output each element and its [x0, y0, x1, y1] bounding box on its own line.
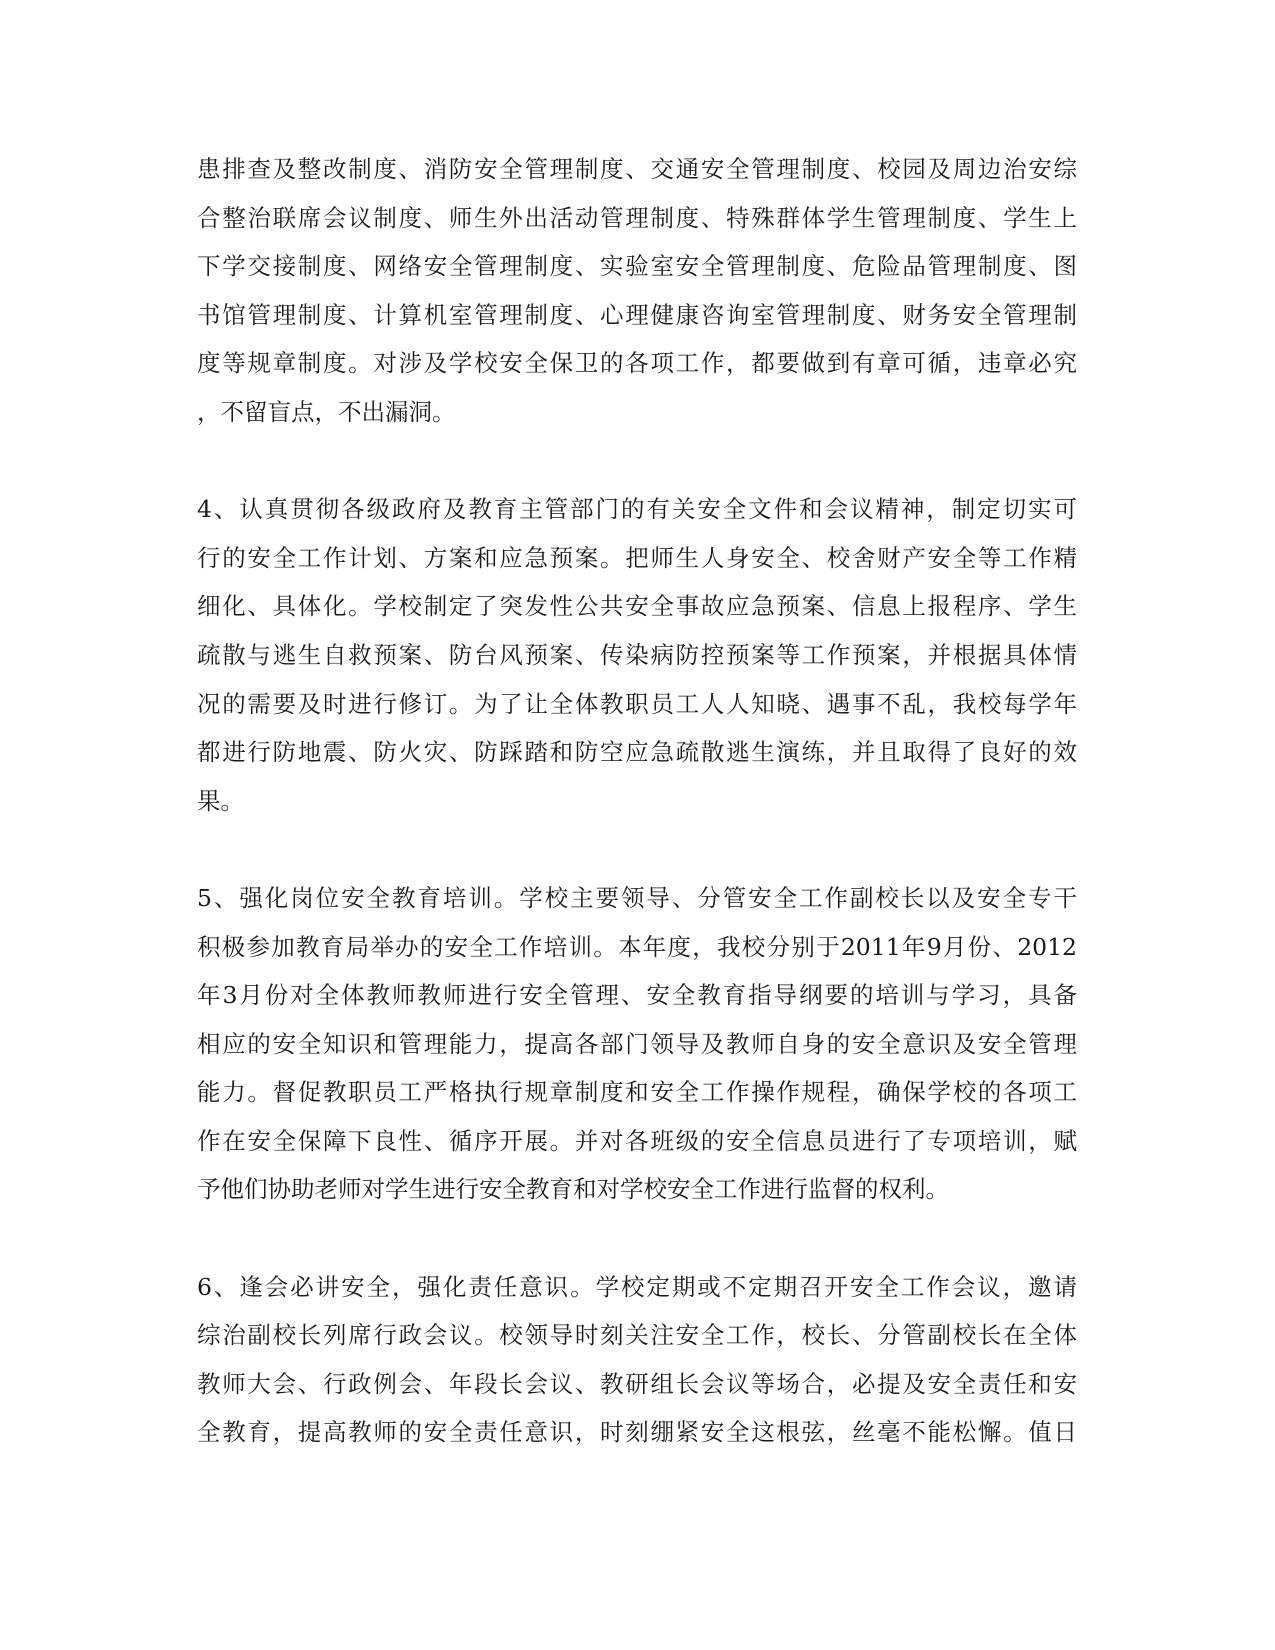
text-line: 行的安全工作计划、方案和应急预案。把师生人身安全、校舍财产安全等工作精	[197, 543, 1077, 572]
text-line: 书馆管理制度、计算机室管理制度、心理健康咨询室管理制度、财务安全管理制	[197, 300, 1077, 329]
text-line: 况的需要及时进行修订。为了让全体教职员工人人知晓、遇事不乱，我校每学年	[197, 689, 1077, 718]
text-line: 都进行防地震、防火灾、防踩踏和防空应急疏散逃生演练，并且取得了良好的效	[197, 738, 1077, 767]
document-body	[197, 145, 1077, 1457]
text-line: 细化、具体化。学校制定了突发性公共安全事故应急预案、信息上报程序、学生	[197, 592, 1077, 621]
text-line: ，不留盲点，不出漏洞。	[197, 397, 456, 426]
text-line: 6、逢会必讲安全，强化责任意识。学校定期或不定期召开安全工作会议，邀请	[197, 1272, 1077, 1301]
text-line: 度等规章制度。对涉及学校安全保卫的各项工作，都要做到有章可循，违章必究	[197, 349, 1077, 378]
text-line: 5、强化岗位安全教育培训。学校主要领导、分管安全工作副校长以及安全专干	[197, 883, 1077, 912]
text-line: 果。	[197, 786, 244, 815]
paragraph-item-6	[197, 1263, 1077, 1457]
text-line: 综治副校长列席行政会议。校领导时刻关注安全工作，校长、分管副校长在全体	[197, 1321, 1077, 1350]
text-line: 下学交接制度、网络安全管理制度、实验室安全管理制度、危险品管理制度、图	[197, 252, 1077, 281]
text-line: 4、认真贯彻各级政府及教育主管部门的有关安全文件和会议精神，制定切实可	[197, 495, 1077, 524]
paragraph-spacer	[197, 437, 1077, 486]
text-line: 疏散与逃生自救预案、防台风预案、传染病防控预案等工作预案，并根据具体情	[197, 640, 1077, 669]
text-line: 患排查及整改制度、消防安全管理制度、交通安全管理制度、校园及周边治安综	[197, 155, 1077, 183]
text-line: 能力。督促教职员工严格执行规章制度和安全工作操作规程，确保学校的各项工	[197, 1078, 1077, 1107]
text-line: 合整治联席会议制度、师生外出活动管理制度、特殊群体学生管理制度、学生上	[197, 203, 1077, 232]
text-line: 予他们协助老师对学生进行安全教育和对学校安全工作进行监督的权利。	[197, 1175, 949, 1204]
text-line: 相应的安全知识和管理能力，提高各部门领导及教师自身的安全意识及安全管理	[197, 1029, 1077, 1058]
paragraph-spacer	[197, 825, 1077, 874]
text-line: 作在安全保障下良性、循序开展。并对各班级的安全信息员进行了专项培训，赋	[197, 1126, 1077, 1155]
paragraph-spacer	[197, 1214, 1077, 1263]
text-line: 积极参加教育局举办的安全工作培训。本年度，我校分别于2011年9月份、2012	[197, 932, 1077, 961]
paragraph-item-5	[197, 874, 1077, 1214]
text-line: 教师大会、行政例会、年段长会议、教研组长会议等场合，必提及安全责任和安	[197, 1369, 1077, 1398]
text-line: 全教育，提高教师的安全责任意识，时刻绷紧安全这根弦，丝毫不能松懈。值日	[197, 1418, 1077, 1447]
paragraph-regulations-continued	[197, 145, 1077, 437]
text-line: 年3月份对全体教师教师进行安全管理、安全教育指导纲要的培训与学习，具备	[197, 981, 1077, 1010]
paragraph-item-4	[197, 485, 1077, 825]
